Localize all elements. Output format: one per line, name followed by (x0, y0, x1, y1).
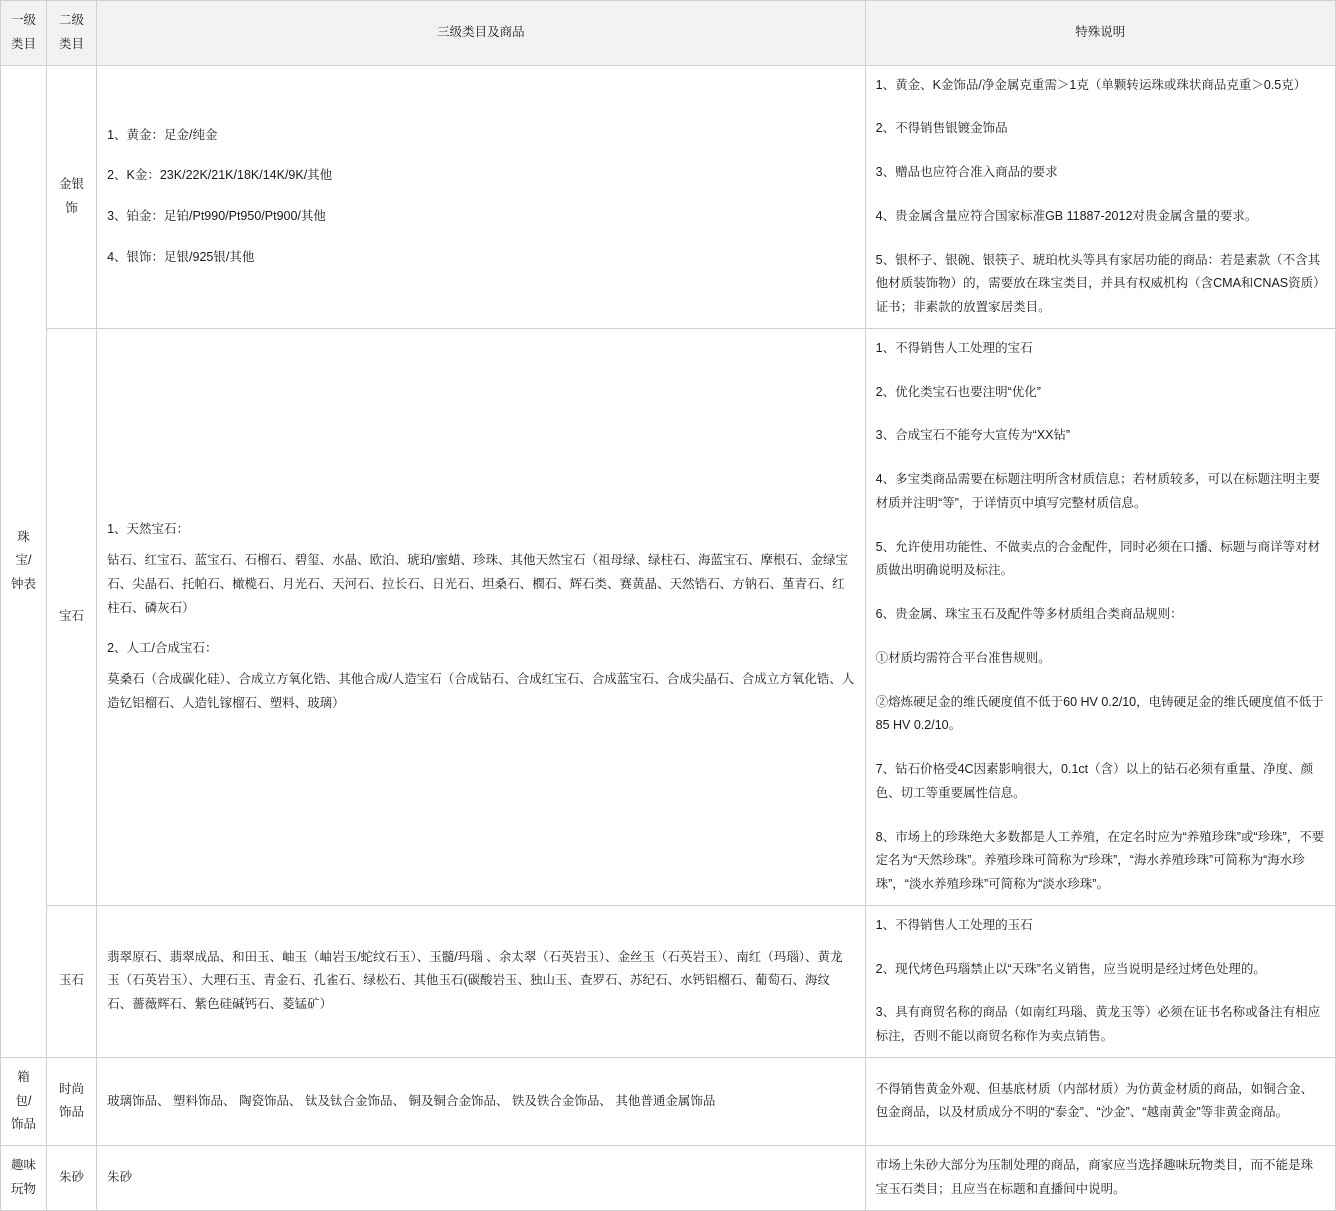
note-item: 2、现代烤色玛瑙禁止以“天珠”名义销售，应当说明是经过烤色处理的。 (875, 961, 1266, 976)
header-level1-category (1, 1, 47, 66)
note-item: 5、允许使用功能性、不做卖点的合金配件，同时必须在口播、标题与商详等对材质做出明确说明及标注。 (875, 539, 1321, 578)
cell-level3-gold-silver-items (97, 65, 866, 328)
header-level1-line2: 类目 (11, 36, 37, 51)
cell-level1-jewelry-watch (1, 65, 47, 1057)
note-item: 8、市场上的珍珠绝大多数都是人工养殖，在定名时应为“养殖珍珠”或“珍珠”，不要定名为“天然珍珠”。养殖珍珠可简称为“珍珠”，“海水养殖珍珠”可简称为“海水珍珠”，“淡水养殖珍珠”可简称为“淡水珍珠”。 (875, 829, 1325, 891)
cell-level3-cinnabar-items (97, 1146, 866, 1211)
cell-level3-jade-items (97, 905, 866, 1057)
note-item: 4、多宝类商品需要在标题注明所含材质信息；若材质较多，可以在标题注明主要材质并注明“等”，于详情页中填写完整材质信息。 (875, 472, 1321, 510)
level2-label-line1: 宝石 (59, 608, 85, 623)
header-level2-line2: 类目 (59, 36, 85, 51)
cell-level2-gemstone (47, 328, 97, 905)
note-item: 7、钻石价格受4C因素影响很大，0.1ct（含）以上的钻石必须有重量、净度、颜色、切工等重要属性信息。 (875, 762, 1314, 800)
note-item: 3、具有商贸名称的商品（如南红玛瑙、黄龙玉等）必须在证书名称或备注有相应标注，否则不能以商贸名称作为卖点销售。 (875, 1005, 1321, 1043)
level3-item: 莫桑石（合成碳化硅）、合成立方氧化锆、其他合成/人造宝石（合成钻石、合成红宝石、合成蓝宝石、合成尖晶石、合成立方氧化锆、人造钇铝榴石、人造钆镓榴石、塑料、玻璃） (107, 672, 855, 711)
level3-item: 翡翠原石、翡翠成品、和田玉、岫玉（岫岩玉/蛇纹石玉）、玉髓/玛瑙 、余太翠（石英岩玉）、金丝玉（石英岩玉）、南红（玛瑙）、黄龙玉（石英岩玉）、大理石玉、青金石、孔雀石、绿松石、其他玉石(碳酸岩玉、独山玉、查罗石、苏纪石、水钙铝榴石、葡萄石、海纹石、薔薇辉石、紫色硅碱钙石、菱锰矿） (107, 949, 843, 1012)
note-item: 2、不得销售银镀金饰品 (875, 121, 1008, 136)
cell-level2-fashion-accessories (47, 1057, 97, 1145)
note-item: 市场上朱砂大部分为压制处理的商品，商家应当选择趣味玩物类目，而不能是珠宝玉石类目；且应当在标题和直播间中说明。 (875, 1158, 1314, 1196)
cell-notes-fashion-accessories (865, 1057, 1335, 1145)
header-level1-line1: 一级 (11, 13, 37, 27)
note-item: 3、赠品也应符合准入商品的要求 (875, 165, 1058, 179)
level3-item: 玻璃饰品、 塑料饰品、 陶瓷饰品、 钛及钛合金饰品、 铜及铜合金饰品、 铁及铁合金饰品、 其他普通金属饰品 (107, 1093, 716, 1108)
cell-level3-gemstone-items (97, 328, 866, 905)
level2-label-line1: 朱砂 (59, 1169, 85, 1184)
level1-label-line2: 钟表 (11, 577, 37, 591)
level3-item: 2、K金：23K/22K/21K/18K/14K/9K/其他 (107, 168, 333, 183)
level2-label-line1: 金银 (59, 176, 85, 191)
header-special-notes: 特殊说明 (865, 1, 1335, 66)
note-item: ①材质均需符合平台准售规则。 (875, 650, 1051, 665)
note-item: 5、银杯子、银碗、银筷子、琥珀枕头等具有家居功能的商品：若是素款（不含其他材质装饰物）的，需要放在珠宝类目，并具有权威机构（含CMA和CNAS资质）证书；非素款的放置家居类目。 (875, 252, 1321, 314)
level3-item-heading: 1、天然宝石： (107, 521, 190, 536)
table-header-row (1, 1, 1336, 66)
level3-item: 1、黄金：足金/纯金 (107, 127, 218, 142)
note-item: 1、不得销售人工处理的玉石 (875, 917, 1033, 932)
level1-label-line1: 趣味 (11, 1158, 37, 1172)
cell-level1-bags-accessories (1, 1057, 47, 1145)
note-item: 4、贵金属含量应符合国家标准GB 11887-2012对贵金属含量的要求。 (875, 208, 1258, 223)
cell-level1-novelty-toys (1, 1146, 47, 1211)
cell-level3-fashion-accessories-items (97, 1057, 866, 1145)
note-item: 不得销售黄金外观、但基底材质（内部材质）为仿黄金材质的商品，如铜合金、包金商品，以及材质成分不明的“泰金”、“沙金”、“越南黄金”等非黄金商品。 (875, 1081, 1314, 1120)
note-item: 1、黄金、K金饰品/净金属克重需＞1克（单颗转运珠或珠状商品克重＞0.5克） (875, 77, 1307, 92)
table-row (1, 1146, 1336, 1211)
level1-label-line1: 箱包/ (15, 1069, 32, 1108)
header-level3-category-and-products: 三级类目及商品 (97, 1, 866, 66)
cell-notes-gemstone (865, 328, 1335, 905)
cell-level2-gold-silver (47, 65, 97, 328)
cell-notes-cinnabar (865, 1146, 1335, 1211)
table-body (1, 65, 1336, 1210)
level3-item-heading: 2、人工/合成宝石： (107, 640, 218, 655)
table-row (1, 328, 1336, 905)
note-item: 6、贵金属、珠宝玉石及配件等多材质组合类商品规则： (875, 607, 1183, 621)
level3-item: 钻石、红宝石、蓝宝石、石榴石、碧玺、水晶、欧泊、琥珀/蜜蜡、珍珠、其他天然宝石（祖母绿、绿柱石、海蓝宝石、摩根石、金绿宝石、尖晶石、托帕石、橄榄石、月光石、天河石、拉长石、日光石、坦桑石、橍石、辉石类、赛黄晶、天然锆石、方钠石、堇青石、红柱石、磷灰石） (107, 553, 849, 615)
note-item: 2、优化类宝石也要注明“优化” (875, 384, 1041, 399)
cell-level2-cinnabar (47, 1146, 97, 1211)
level3-item: 3、铂金：足铂/Pt990/Pt950/Pt900/其他 (107, 209, 326, 224)
note-item: 3、合成宝石不能夸大宣传为“XX钻” (875, 428, 1071, 443)
note-item: 1、不得销售人工处理的宝石 (875, 340, 1033, 355)
cell-notes-jade (865, 905, 1335, 1057)
header-level2-category (47, 1, 97, 66)
level2-label-line2: 饰品 (59, 1105, 85, 1120)
note-item: ②熔炼硬足金的维氏硬度值不低于60 HV 0.2/10，电铸硬足金的维氏硬度值不低于85 HV 0.2/10。 (875, 694, 1324, 733)
table-header (1, 1, 1336, 66)
level3-item: 4、银饰：足银/925银/其他 (107, 249, 255, 264)
level1-label-line2: 玩物 (11, 1181, 37, 1196)
table-row (1, 1057, 1336, 1145)
cell-level2-jade (47, 905, 97, 1057)
level2-label-line1: 时尚 (59, 1081, 85, 1096)
level1-label-line1: 珠宝/ (15, 529, 32, 568)
table-row (1, 905, 1336, 1057)
level2-label-line1: 玉石 (59, 973, 85, 988)
level2-label-line2: 饰 (65, 200, 78, 215)
header-level2-line1: 二级 (59, 13, 85, 27)
cell-notes-gold-silver (865, 65, 1335, 328)
table-row (1, 65, 1336, 328)
level1-label-line2: 饰品 (11, 1117, 37, 1132)
level3-item: 朱砂 (107, 1169, 133, 1184)
